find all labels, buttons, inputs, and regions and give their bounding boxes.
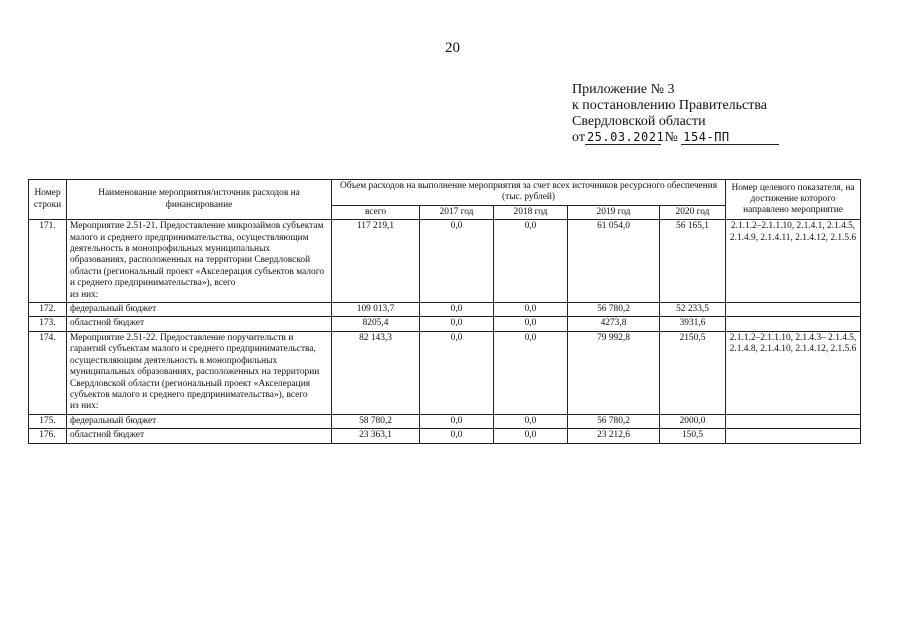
row-total: 82 143,3 [332, 331, 420, 414]
row-2019: 23 212,6 [568, 429, 660, 443]
row-number: 172. [29, 303, 67, 317]
row-2018: 0,0 [494, 331, 568, 414]
header-target: Номер целевого показателя, на достижение которого направлено мероприятие [726, 180, 861, 220]
row-2017: 0,0 [420, 414, 494, 428]
row-target: 2.1.1.2–2.1.1.10, 2.1.4.3– 2.1.4.5, 2.1.4.8, 2.1.4.10, 2.1.4.12, 2.1.5.6 [726, 331, 861, 414]
row-target [726, 303, 861, 317]
number-prefix: № [664, 130, 678, 145]
row-name: федеральный бюджет [67, 303, 332, 317]
row-2017: 0,0 [420, 429, 494, 443]
from-prefix: от [572, 130, 585, 145]
row-2017: 0,0 [420, 220, 494, 303]
row-name-suffix: из них: [70, 289, 99, 300]
row-name: федеральный бюджет [67, 414, 332, 428]
row-2019: 79 992,8 [568, 331, 660, 414]
row-target [726, 317, 861, 331]
header-volume: Объем расходов на выполнение мероприятия за счет всех источников ресурсного обеспечения (тыс. рублей) [332, 180, 726, 206]
row-2017: 0,0 [420, 303, 494, 317]
table-row [29, 317, 861, 331]
row-2020: 3931,6 [660, 317, 726, 331]
appendix-title: Приложение № 3 [572, 82, 675, 97]
row-number: 176. [29, 429, 67, 443]
row-total: 23 363,1 [332, 429, 420, 443]
row-target: 2.1.1.2–2.1.1.10, 2.1.4.1, 2.1.4.5, 2.1.4.9, 2.1.4.11, 2.1.4.12, 2.1.5.6 [726, 220, 861, 303]
row-2017: 0,0 [420, 331, 494, 414]
table-row [29, 220, 861, 303]
page-number: 20 [445, 40, 460, 56]
header-2020: 2020 год [660, 205, 726, 219]
row-name-text: Мероприятие 2.51-21. Предоставление микрозаймов субъектам малого и среднего предпринимательства, осуществляющим деятельность в монопрофильных муниципальных образованиях, расположенных на территории Свердловской области (региональный проект «Акселерация субъектов малого и среднего предпринимательства»), всего [70, 221, 325, 289]
table-row [29, 414, 861, 428]
row-2018: 0,0 [494, 220, 568, 303]
row-2018: 0,0 [494, 429, 568, 443]
header-name: Наименование мероприятия/источник расходов на финансирование [67, 180, 332, 220]
row-2020: 2000,0 [660, 414, 726, 428]
header-total: всего [332, 205, 420, 219]
row-2018: 0,0 [494, 317, 568, 331]
resolution-date: 25.03.2021 [586, 130, 665, 144]
row-2019: 56 780,2 [568, 303, 660, 317]
row-total: 58 780,2 [332, 414, 420, 428]
row-number: 171. [29, 220, 67, 303]
row-2019: 56 780,2 [568, 414, 660, 428]
row-2020: 150,5 [660, 429, 726, 443]
header-2018: 2018 год [494, 205, 568, 219]
row-name: областной бюджет [67, 317, 332, 331]
row-total: 8205,4 [332, 317, 420, 331]
header-2017: 2017 год [420, 205, 494, 219]
row-number: 175. [29, 414, 67, 428]
row-target [726, 429, 861, 443]
row-target [726, 414, 861, 428]
row-2020: 52 233,5 [660, 303, 726, 317]
row-2018: 0,0 [494, 414, 568, 428]
row-name [67, 331, 332, 414]
row-2019: 4273,8 [568, 317, 660, 331]
row-number: 174. [29, 331, 67, 414]
appendix-date-line [572, 130, 779, 146]
expenses-table [28, 179, 861, 444]
row-number: 173. [29, 317, 67, 331]
header-2019: 2019 год [568, 205, 660, 219]
appendix-resolution: к постановлению Правительства [572, 98, 768, 113]
row-name-suffix: из них: [70, 401, 99, 412]
row-2019: 61 054,0 [568, 220, 660, 303]
row-2017: 0,0 [420, 317, 494, 331]
header-row-1 [29, 180, 861, 206]
table-row [29, 429, 861, 443]
row-2018: 0,0 [494, 303, 568, 317]
row-name-text: Мероприятие 2.51-22. Предоставление поручительств и гарантий субъектам малого и среднего предпринимательства, осуществляющим деятельность в монопрофильных муниципальных образованиях, расположенных на территории Свердловской области (региональный проект «Акселерация субъектов малого и среднего предпринимательства»), всего [70, 332, 320, 400]
row-2020: 56 165,1 [660, 220, 726, 303]
row-name: областной бюджет [67, 429, 332, 443]
row-name [67, 220, 332, 303]
row-total: 117 219,1 [332, 220, 420, 303]
table-row [29, 303, 861, 317]
appendix-header [572, 82, 779, 146]
row-2020: 2150,5 [660, 331, 726, 414]
appendix-region: Свердловской области [572, 114, 706, 129]
header-row-number: Номер строки [29, 180, 67, 220]
row-total: 109 013,7 [332, 303, 420, 317]
resolution-number: 154-ПП [681, 130, 779, 145]
table-row [29, 331, 861, 414]
